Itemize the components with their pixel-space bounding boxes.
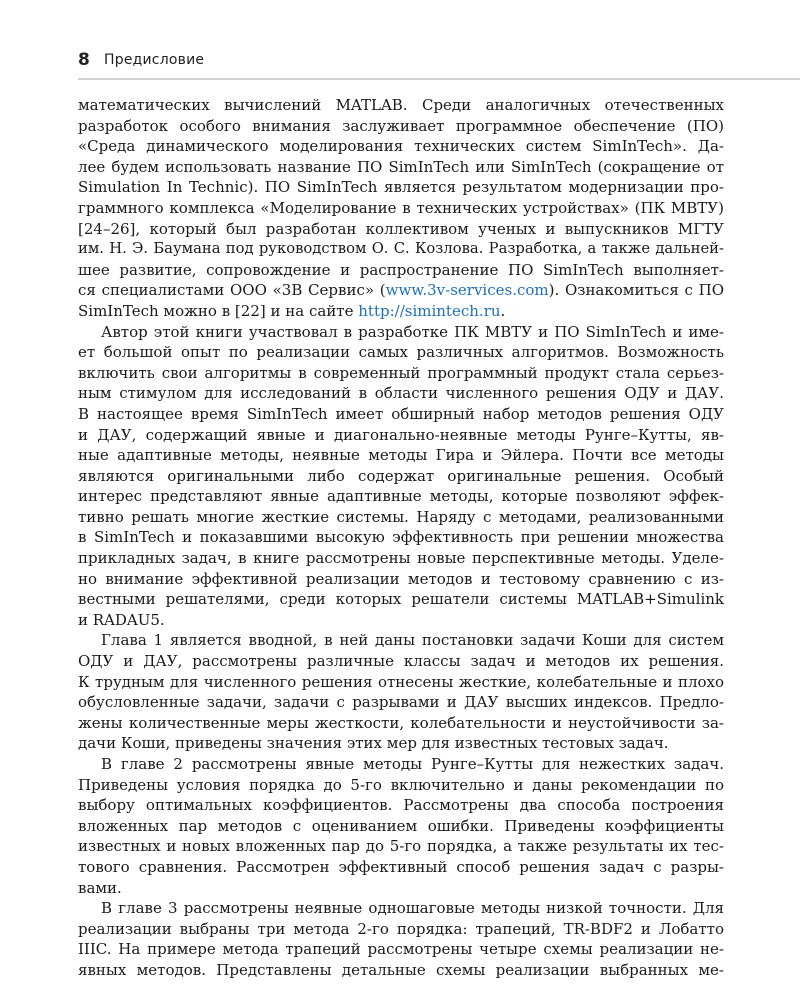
text-fragment: . (500, 301, 506, 320)
paragraph (78, 95, 724, 322)
text-fragment: ). Ознакомиться с ПО (548, 281, 724, 300)
text-line: ет большой опыт по реализации самых различных алгоритмов. Возможность (78, 343, 724, 362)
text-line: вестными решателями, среди которых решатели системы MATLAB+Simulink (78, 590, 724, 609)
text-line: Глава 1 является вводной, в ней даны постановки задачи Коши для систем (101, 631, 724, 650)
text-line: [24–26], который был разработан коллективом ученых и выпускников МГТУ (78, 219, 724, 238)
text-line: тового сравнения. Рассмотрен эффективный способ решения задач с разры- (78, 857, 724, 876)
text-line: дачи Коши, приведены значения этих мер для известных тестовых задач. (78, 734, 669, 753)
text-line: явных методов. Представлены детальные схемы реализации выбранных ме- (78, 960, 724, 979)
text-line: В главе 2 рассмотрены явные методы Рунге–Кутты для нежестких задач. (101, 755, 724, 773)
text-line: Автор этой книги участвовал в разработке ПК МВТУ и ПО SimInTech и име- (101, 322, 724, 341)
text-line: интерес представляют явные адаптивные методы, которые позволяют эффек- (78, 487, 724, 506)
text-line: ные адаптивные методы, неявные методы Гира и Эйлера. Почти все методы (78, 446, 724, 465)
header-rule (78, 78, 800, 80)
section-title: Предисловие (104, 52, 205, 68)
paragraph (78, 322, 724, 631)
paragraph (78, 630, 724, 754)
text-line: им. Н. Э. Баумана под руководством О. С. Козлова. Разработка, а также дальней- (78, 240, 724, 258)
text-line: включить свои алгоритмы в современный программный продукт стала серьез- (78, 363, 724, 382)
text-line: в SimInTech и показавшими высокую эффективность при решении множества (78, 528, 724, 547)
text-line: известных и новых вложенных пар до 5-го порядка, а также результаты их тес- (78, 837, 724, 856)
text-line: но внимание эффективной реализации методов и тестовому сравнению с из- (78, 569, 724, 588)
text-line: В настоящее время SimInTech имеет обширный набор методов решения ОДУ (78, 404, 724, 423)
text-line (78, 280, 724, 301)
text-line: математических вычислений MATLAB. Среди аналогичных отечественных (78, 96, 724, 114)
text-line: ным стимулом для исследований в области численного решения ОДУ и ДАУ. (78, 384, 724, 403)
text-line: являются оригинальными либо содержат оригинальные решения. Особый (78, 466, 724, 485)
text-line: «Среда динамического моделирования технических систем SimInTech». Да- (78, 137, 724, 156)
text-line: и ДАУ, содержащий явные и диагонально-неявные методы Рунге–Кутты, яв- (78, 425, 724, 444)
text-line: прикладных задач, в книге рассмотрены новые перспективные методы. Уделе- (78, 549, 724, 568)
paragraph (78, 754, 724, 898)
link-3v-services[interactable]: www.3v-services.com (385, 281, 549, 300)
text-fragment: SimInTech можно в [22] и на сайте (78, 301, 359, 320)
text-line: вами. (78, 878, 122, 897)
text-line: обусловленные задачи, задачи с разрывами и ДАУ высших индексов. Предло- (78, 693, 724, 712)
text-line: вложенных пар методов с оцениванием ошибки. Приведены коэффициенты (78, 816, 724, 835)
text-line: выбору оптимальных коэффициентов. Рассмотрены два способа построения (78, 796, 724, 815)
body-text (78, 95, 724, 981)
text-line (78, 301, 724, 322)
page-number: 8 (78, 50, 90, 70)
text-line: К трудным для численного решения отнесены жесткие, колебательные и плохо (78, 672, 724, 691)
running-header (78, 50, 722, 76)
text-line: Simulation In Technic). ПО SimInTech является результатом модернизации про- (78, 178, 724, 197)
text-line: реализации выбраны три метода 2-го порядка: трапеций, TR-BDF2 и Лобатто (78, 919, 724, 938)
text-line: Приведены условия порядка до 5-го включительно и даны рекомендации по (78, 775, 724, 794)
text-line: ОДУ и ДАУ, рассмотрены различные классы задач и методов их решения. (78, 652, 724, 671)
paragraph (78, 898, 724, 980)
text-fragment: ся специалистами ООО «3В Сервис» ( (78, 281, 386, 300)
text-line: лее будем использовать название ПО SimInTech или SimInTech (сокращение от (78, 157, 724, 176)
text-line: жены количественные меры жесткости, колебательности и неустойчивости за- (78, 713, 724, 732)
link-simintech[interactable]: http://simintech.ru (358, 301, 501, 320)
text-line: IIIC. На примере метода трапеций рассмотрены четыре схемы реализации не- (78, 940, 724, 959)
text-line: В главе 3 рассмотрены неявные одношаговые методы низкой точности. Для (101, 899, 724, 918)
text-line: шее развитие, сопровождение и распространение ПО SimInTech выполняет- (78, 260, 724, 279)
text-line: граммного комплекса «Моделирование в технических устройствах» (ПК МВТУ) (78, 198, 724, 217)
text-line: разработок особого внимания заслуживает программное обеспечение (ПО) (78, 116, 724, 135)
text-line: и RADAU5. (78, 610, 165, 629)
text-line: тивно решать многие жесткие системы. Наряду с методами, реализованными (78, 507, 724, 526)
